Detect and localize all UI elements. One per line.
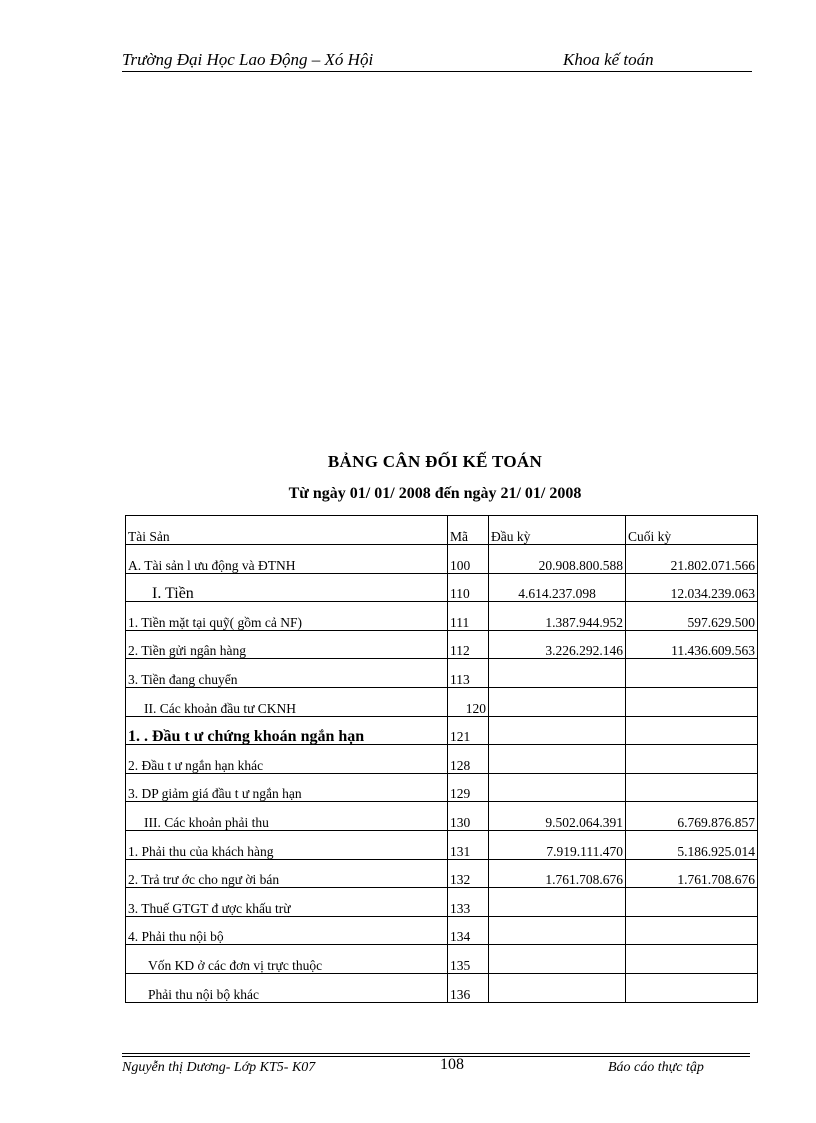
row-opening	[489, 973, 626, 1002]
row-closing	[626, 888, 758, 917]
footer-author: Nguyễn thị Dương- Lớp KT5- K07	[122, 1060, 316, 1075]
row-opening: 7.919.111.470	[489, 830, 626, 859]
table-row	[126, 630, 758, 659]
row-closing	[626, 716, 758, 745]
row-closing: 21.802.071.566	[626, 545, 758, 574]
row-name: II. Các khoản đầu tư CKNH	[126, 687, 448, 716]
row-closing	[626, 945, 758, 974]
page-number: 108	[440, 1056, 464, 1073]
row-code: 128	[448, 745, 489, 774]
header-code: Mã	[448, 516, 489, 545]
row-closing: 1.761.708.676	[626, 859, 758, 888]
footer-report-type: Báo cáo thực tập	[608, 1060, 704, 1075]
row-closing: 5.186.925.014	[626, 830, 758, 859]
row-name: 4. Phải thu nội bộ	[126, 916, 448, 945]
row-name: 2. Đầu t ư ngắn hạn khác	[126, 745, 448, 774]
row-closing	[626, 973, 758, 1002]
table-row	[126, 773, 758, 802]
row-code: 129	[448, 773, 489, 802]
header-divider	[122, 71, 752, 72]
header-faculty: Khoa kế toán	[563, 50, 654, 69]
table-row	[126, 716, 758, 745]
row-opening: 1.761.708.676	[489, 859, 626, 888]
row-closing: 12.034.239.063	[626, 573, 758, 602]
row-code: 133	[448, 888, 489, 917]
table-row	[126, 945, 758, 974]
row-opening	[489, 745, 626, 774]
row-opening: 3.226.292.146	[489, 630, 626, 659]
row-code: 120	[448, 687, 489, 716]
table-row	[126, 973, 758, 1002]
document-subtitle: Từ ngày 01/ 01/ 2008 đến ngày 21/ 01/ 2008	[288, 485, 582, 502]
row-code: 111	[448, 602, 489, 631]
table-header-row	[126, 516, 758, 545]
row-opening	[489, 916, 626, 945]
header-closing: Cuối kỳ	[626, 516, 758, 545]
footer-divider	[122, 1056, 750, 1057]
table-row	[126, 830, 758, 859]
row-closing	[626, 773, 758, 802]
table-row	[126, 745, 758, 774]
row-code: 121	[448, 716, 489, 745]
row-name: Phải thu nội bộ khác	[126, 973, 448, 1002]
row-opening	[489, 888, 626, 917]
row-code: 112	[448, 630, 489, 659]
row-closing: 11.436.609.563	[626, 630, 758, 659]
row-closing	[626, 916, 758, 945]
table-row	[126, 802, 758, 831]
row-name: I. Tiền	[152, 585, 194, 603]
row-name: 3. Thuế GTGT đ ược khấu trừ	[126, 888, 448, 917]
row-name: III. Các khoản phải thu	[126, 802, 448, 831]
header-university: Trường Đại Học Lao Động – Xó Hội	[122, 50, 374, 69]
row-opening	[489, 773, 626, 802]
row-code: 135	[448, 945, 489, 974]
table-row	[126, 859, 758, 888]
row-name: 2. Trả trư ớc cho ngư ời bán	[126, 859, 448, 888]
row-name: 1. Tiền mặt tại quỹ( gồm cả NF)	[126, 602, 448, 631]
table-row	[126, 916, 758, 945]
footer-divider	[122, 1053, 750, 1054]
row-code: 100	[448, 545, 489, 574]
row-name: 1. Phải thu của khách hàng	[126, 830, 448, 859]
table-row	[126, 687, 758, 716]
row-code: 110	[448, 573, 489, 602]
row-name: Vốn KD ở các đơn vị trực thuộc	[126, 945, 448, 974]
row-name: 1. . Đầu t ư chứng khoán ngắn hạn	[128, 728, 365, 746]
row-closing	[626, 659, 758, 688]
row-code: 130	[448, 802, 489, 831]
row-closing	[626, 745, 758, 774]
table-row	[126, 573, 758, 602]
table-row	[126, 545, 758, 574]
row-closing: 6.769.876.857	[626, 802, 758, 831]
row-code: 134	[448, 916, 489, 945]
table-row	[126, 888, 758, 917]
row-opening	[489, 945, 626, 974]
row-opening	[489, 659, 626, 688]
row-name: 2. Tiền gửi ngân hàng	[126, 630, 448, 659]
row-closing	[626, 687, 758, 716]
header-assets: Tài Sản	[126, 516, 448, 545]
header-opening: Đầu kỳ	[489, 516, 626, 545]
row-code: 113	[448, 659, 489, 688]
row-closing: 597.629.500	[626, 602, 758, 631]
row-name: 3. Tiền đang chuyển	[126, 659, 448, 688]
row-opening: 20.908.800.588	[489, 545, 626, 574]
row-opening	[489, 687, 626, 716]
row-name: 3. DP giảm giá đầu t ư ngắn hạn	[126, 773, 448, 802]
row-opening: 4.614.237.098	[489, 573, 626, 602]
balance-sheet-table	[125, 515, 758, 1003]
row-code: 131	[448, 830, 489, 859]
table-row	[126, 602, 758, 631]
row-code: 132	[448, 859, 489, 888]
table-row	[126, 659, 758, 688]
row-opening	[489, 716, 626, 745]
document-title: BẢNG CÂN ĐỐI KẾ TOÁN	[327, 452, 543, 471]
page-header	[122, 50, 750, 70]
row-opening: 1.387.944.952	[489, 602, 626, 631]
row-name: A. Tài sản l ưu động và ĐTNH	[126, 545, 448, 574]
row-code: 136	[448, 973, 489, 1002]
row-opening: 9.502.064.391	[489, 802, 626, 831]
